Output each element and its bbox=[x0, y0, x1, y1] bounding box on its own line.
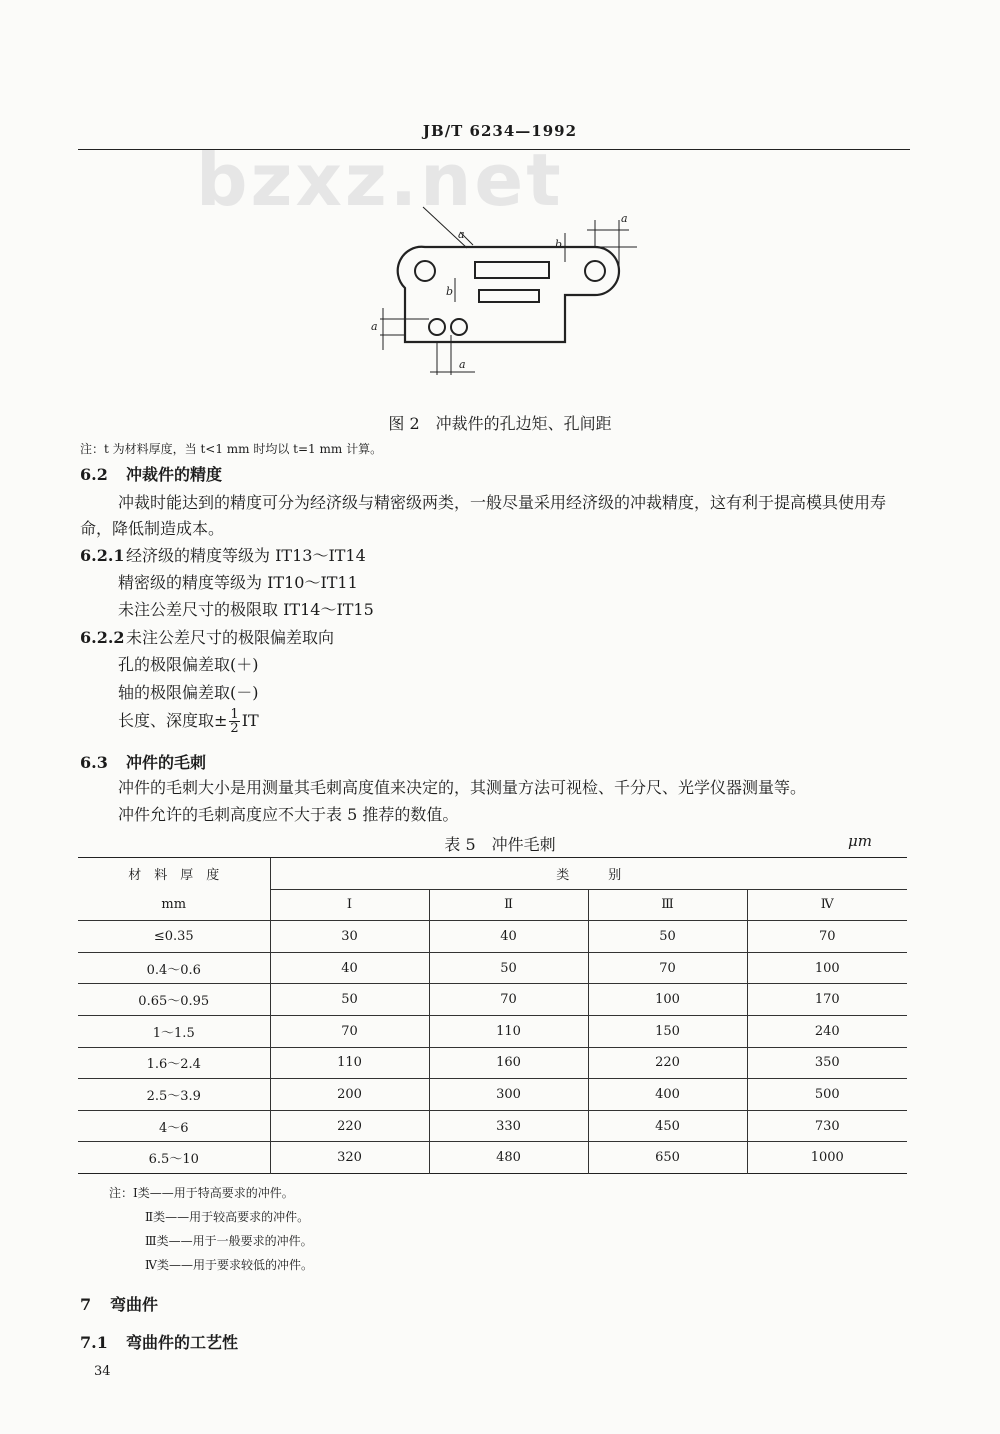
section-7-1-heading bbox=[80, 1330, 238, 1353]
page-number: 34 bbox=[94, 1364, 111, 1379]
table-note-1: 注：Ⅰ类——用于特高要求的冲件。 bbox=[109, 1186, 294, 1200]
burr-table bbox=[78, 857, 907, 1174]
table-note-4: Ⅳ类——用于要求较低的冲件。 bbox=[145, 1258, 313, 1272]
line-text: 未注公差尺寸的极限偏差取向 bbox=[126, 628, 335, 647]
punched-part-diagram bbox=[355, 200, 655, 390]
section-6-2-1-line2: 精密级的精度等级为 IT10～IT11 bbox=[118, 573, 358, 592]
cell-value: 150 bbox=[588, 1015, 747, 1047]
table-title: 表 5 冲件毛刺 bbox=[444, 835, 556, 854]
dim-label: b bbox=[446, 285, 454, 298]
section-6-2-2-line3: 轴的极限偏差取(－) bbox=[118, 683, 259, 702]
section-number: 6.3 bbox=[80, 753, 108, 772]
cell-value: 650 bbox=[588, 1142, 747, 1174]
header-category-group: 类 别 bbox=[270, 858, 907, 890]
section-number: 6.2.2 bbox=[80, 628, 125, 647]
cell-value: 450 bbox=[588, 1110, 747, 1142]
cell-value: 220 bbox=[588, 1047, 747, 1079]
cell-thickness: 2.5～3.9 bbox=[78, 1079, 270, 1111]
cell-thickness: 1.6～2.4 bbox=[78, 1047, 270, 1079]
section-title: 冲件的毛刺 bbox=[126, 753, 207, 772]
cell-value: 100 bbox=[747, 952, 907, 984]
cell-thickness: 0.65～0.95 bbox=[78, 984, 270, 1016]
cell-value: 70 bbox=[270, 1015, 429, 1047]
table-note-3: Ⅲ类——用于一般要求的冲件。 bbox=[145, 1234, 313, 1248]
line-text: 经济级的精度等级为 IT13～IT14 bbox=[126, 546, 366, 565]
cell-value: 300 bbox=[429, 1079, 588, 1111]
slot-lower bbox=[479, 290, 539, 302]
cell-value: 40 bbox=[429, 921, 588, 953]
section-6-2-2-line1 bbox=[80, 625, 334, 651]
figure-2-drawing bbox=[355, 200, 655, 394]
cell-value: 240 bbox=[747, 1015, 907, 1047]
cell-value: 1000 bbox=[747, 1142, 907, 1174]
section-6-2-2-line2: 孔的极限偏差取(＋) bbox=[118, 655, 259, 674]
dim-label: a bbox=[459, 358, 466, 371]
cell-value: 110 bbox=[429, 1015, 588, 1047]
watermark: bzxz.net bbox=[196, 138, 564, 222]
table-row bbox=[78, 1079, 907, 1111]
fraction-denominator: 2 bbox=[230, 721, 239, 736]
cell-value: 160 bbox=[429, 1047, 588, 1079]
section-6-2-2-line4 bbox=[118, 708, 259, 735]
fraction-numerator: 1 bbox=[230, 707, 239, 722]
line-prefix: 长度、深度取± bbox=[118, 711, 228, 730]
dim-label: a bbox=[371, 320, 378, 333]
table-row bbox=[78, 1110, 907, 1142]
table-row bbox=[78, 952, 907, 984]
cell-value: 480 bbox=[429, 1142, 588, 1174]
dim-label: a bbox=[458, 228, 465, 241]
section-6-2-paragraph: 冲裁时能达到的精度可分为经济级与精密级两类，一般尽量采用经济级的冲裁精度，这有利于提高模具使用寿命，降低制造成本。 bbox=[80, 493, 887, 538]
cell-value: 50 bbox=[429, 952, 588, 984]
cell-value: 50 bbox=[270, 984, 429, 1016]
table-row bbox=[78, 1047, 907, 1079]
table-row bbox=[78, 1015, 907, 1047]
cell-thickness: 4～6 bbox=[78, 1110, 270, 1142]
hole-left bbox=[415, 261, 435, 281]
table-unit: μm bbox=[848, 832, 872, 850]
cell-value: 350 bbox=[747, 1047, 907, 1079]
section-number: 7 bbox=[80, 1295, 92, 1314]
section-6-3-heading bbox=[80, 750, 206, 773]
header-unit-mm: mm bbox=[161, 897, 187, 913]
cell-value: 100 bbox=[588, 984, 747, 1016]
cell-value: 50 bbox=[588, 921, 747, 953]
cell-thickness: ≤0.35 bbox=[78, 921, 270, 953]
hole-bottom-2 bbox=[451, 319, 467, 335]
cell-value: 70 bbox=[588, 952, 747, 984]
header-category-4: Ⅳ bbox=[747, 889, 907, 921]
cell-value: 500 bbox=[747, 1079, 907, 1111]
table-row bbox=[78, 1142, 907, 1174]
fraction bbox=[229, 708, 239, 735]
hole-bottom-1 bbox=[429, 319, 445, 335]
section-number: 6.2 bbox=[80, 465, 108, 484]
dim-label: b bbox=[555, 238, 563, 251]
header-material-thickness: 材 料 厚 度 bbox=[78, 858, 270, 890]
figure-note: 注：t 为材料厚度，当 t<1 mm 时均以 t=1 mm 计算。 bbox=[80, 442, 383, 456]
cell-value: 730 bbox=[747, 1110, 907, 1142]
section-6-2-heading bbox=[80, 462, 222, 485]
cell-value: 40 bbox=[270, 952, 429, 984]
cell-value: 400 bbox=[588, 1079, 747, 1111]
cell-value: 70 bbox=[429, 984, 588, 1016]
section-title: 弯曲件的工艺性 bbox=[126, 1333, 239, 1352]
header-rule bbox=[78, 149, 910, 150]
cell-value: 170 bbox=[747, 984, 907, 1016]
section-6-2-1-line1 bbox=[80, 543, 366, 569]
table-row bbox=[78, 984, 907, 1016]
header-category-3: Ⅲ bbox=[588, 889, 747, 921]
cell-thickness: 1～1.5 bbox=[78, 1015, 270, 1047]
section-7-heading bbox=[80, 1292, 158, 1315]
dim-label: a bbox=[621, 212, 628, 225]
section-6-2-1-line3: 未注公差尺寸的极限取 IT14～IT15 bbox=[118, 600, 374, 619]
cell-value: 70 bbox=[747, 921, 907, 953]
header-category-2: Ⅱ bbox=[429, 889, 588, 921]
header-category-1: Ⅰ bbox=[270, 889, 429, 921]
table-row bbox=[78, 921, 907, 953]
line-suffix: IT bbox=[241, 711, 259, 730]
section-6-3-paragraph-2: 冲件允许的毛刺高度应不大于表 5 推荐的数值。 bbox=[118, 805, 459, 824]
document-header: JB/T 6234—1992 bbox=[422, 122, 578, 140]
cell-value: 320 bbox=[270, 1142, 429, 1174]
cell-thickness: 0.4～0.6 bbox=[78, 952, 270, 984]
cell-value: 330 bbox=[429, 1110, 588, 1142]
section-number: 6.2.1 bbox=[80, 546, 125, 565]
cell-value: 200 bbox=[270, 1079, 429, 1111]
section-title: 弯曲件 bbox=[110, 1295, 159, 1314]
section-title: 冲裁件的精度 bbox=[126, 465, 223, 484]
cell-value: 220 bbox=[270, 1110, 429, 1142]
slot-upper bbox=[475, 262, 549, 278]
table-note-2: Ⅱ类——用于较高要求的冲件。 bbox=[145, 1210, 310, 1224]
section-6-3-paragraph-1: 冲件的毛刺大小是用测量其毛刺高度值来决定的，其测量方法可视检、千分尺、光学仪器测量等。 bbox=[118, 778, 807, 797]
cell-value: 110 bbox=[270, 1047, 429, 1079]
hole-right bbox=[585, 261, 605, 281]
section-number: 7.1 bbox=[80, 1333, 108, 1352]
cell-value: 30 bbox=[270, 921, 429, 953]
cell-thickness: 6.5～10 bbox=[78, 1142, 270, 1174]
figure-caption: 图 2 冲裁件的孔边矩、孔间距 bbox=[388, 414, 612, 433]
